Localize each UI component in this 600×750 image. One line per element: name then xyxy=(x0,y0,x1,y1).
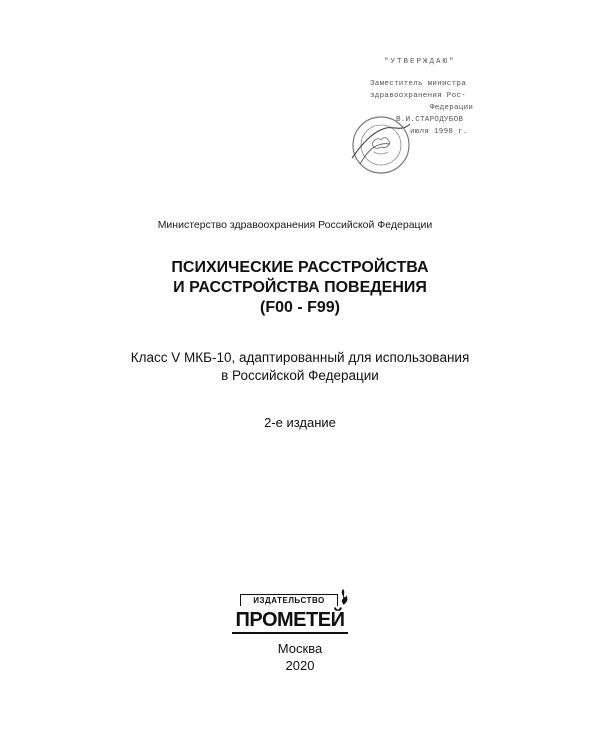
document-title xyxy=(0,258,600,318)
approval-line-2: здравоохранения Рос- xyxy=(370,92,467,100)
subtitle-line-2: в Российской Федерации xyxy=(221,368,379,383)
publisher-logo xyxy=(228,594,352,636)
approval-line-5: июля 1998 г. xyxy=(410,128,468,136)
title-line-3: (F00 - F99) xyxy=(259,299,340,316)
title-line-1: ПСИХИЧЕСКИЕ РАССТРОЙСТВА xyxy=(171,259,429,276)
logo-underline xyxy=(232,632,348,634)
approval-line-4: В.И.СТАРОДУБОВ xyxy=(396,116,464,124)
official-seal-icon xyxy=(350,114,412,176)
publisher-top-text: ИЗДАТЕЛЬСТВО xyxy=(240,594,338,606)
ministry-name: Министерство здравоохранения Российской Федерации xyxy=(157,219,433,231)
city: Москва xyxy=(277,641,323,656)
subtitle-line-1: Класс V МКБ-10, адаптированный для использования xyxy=(130,350,470,365)
approval-line-1: Заместитель министра xyxy=(370,80,467,88)
publication-place xyxy=(0,640,600,674)
flame-icon xyxy=(336,588,350,606)
document-subtitle xyxy=(0,349,600,385)
approval-line-3: Федерации xyxy=(430,104,474,112)
edition-label: 2-е издание xyxy=(264,415,336,430)
year: 2020 xyxy=(285,658,315,673)
approval-header: "УТВЕРЖДАЮ" xyxy=(384,58,456,66)
title-line-2: И РАССТРОЙСТВА ПОВЕДЕНИЯ xyxy=(173,279,427,296)
publisher-name: ПРОМЕТЕЙ xyxy=(228,606,352,634)
